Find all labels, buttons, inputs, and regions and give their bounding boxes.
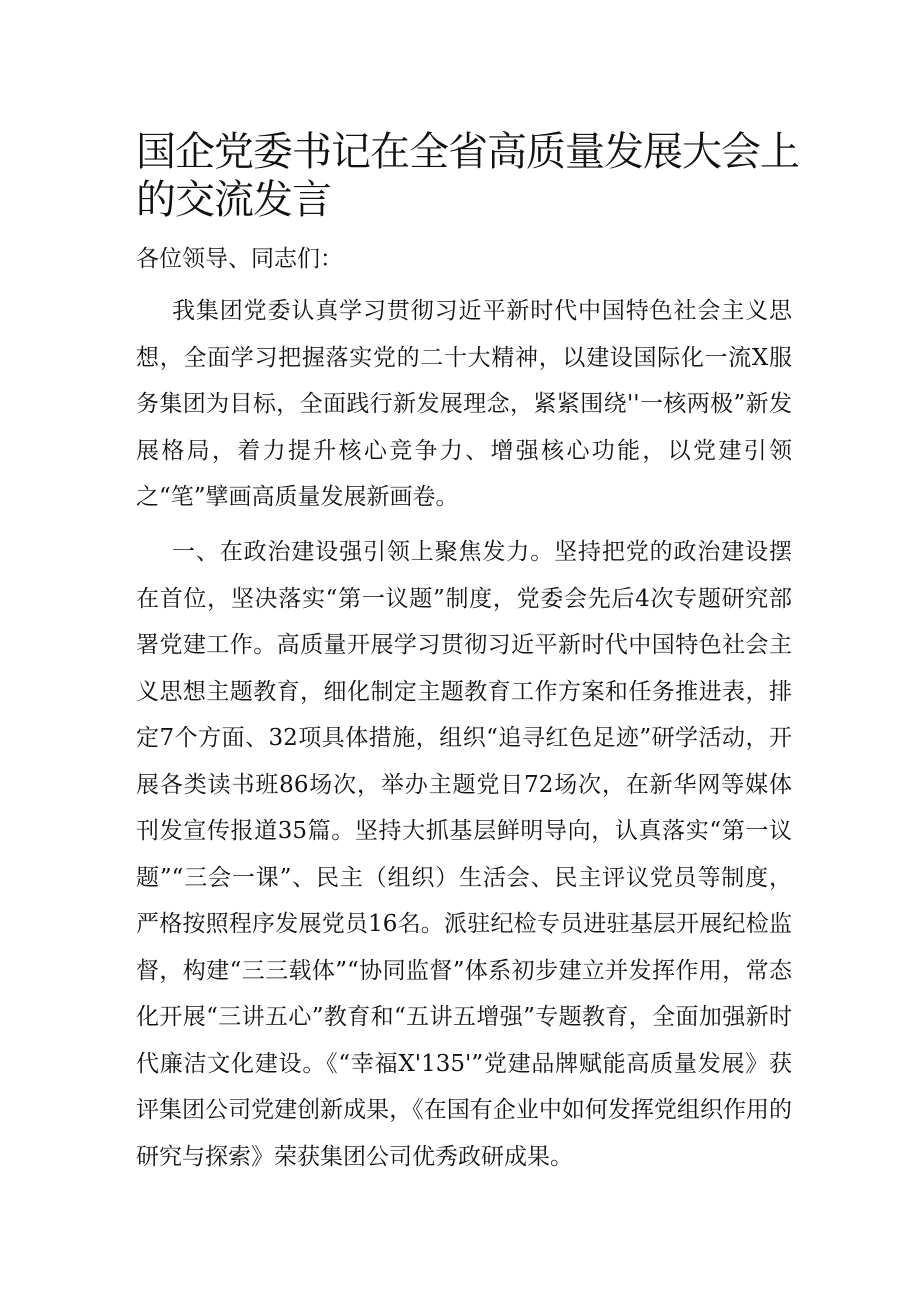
salutation: 各位领导、同志们：	[136, 246, 343, 272]
document-title: 国企党委书记在全省高质量发展大会上的交流发言	[136, 129, 799, 223]
paragraph-intro: 我集团党委认真学习贯彻习近平新时代中国特色社会主义思想，全面学习把握落实党的二十大精神，以建设国际化一流X服务集团为目标，全面践行新发展理念，紧紧围绕''一核两极”新发展格局，着力提升核心竞争力、增强核心功能，以党建引领之“笔”擘画高质量发展新画卷。	[136, 298, 792, 510]
paragraph-political-building: 一、在政治建设强引领上聚焦发力。坚持把党的政治建设摆在首位，坚决落实“第一议题”制度，党委会先后4次专题研究部署党建工作。高质量开展学习贯彻习近平新时代中国特色社会主义思想主题教育，细化制定主题教育工作方案和任务推进表，排定7个方面、32项具体措施，组织“追寻红色足迹”研学活动，开展各类读书班86场次，举办主题党日72场次，在新华网等媒体刊发宣传报道35篇。坚持大抓基层鲜明导向，认真落实“第一议题”“三会一课”、民主（组织）生活会、民主评议党员等制度，严格按照程序发展党员16名。派驻纪检专员进驻基层开展纪检监督，构建“三三载体”“协同监督”体系初步建立并发挥作用，常态化开展“三讲五心”教育和“五讲五增强”专题教育，全面加强新时代廉洁文化建设。《“幸福X'135'”党建品牌赋能高质量发展》获评集团公司党建创新成果，《在国有企业中如何发挥党组织作用的研究与探索》荣获集团公司优秀政研成果。	[136, 539, 792, 1170]
